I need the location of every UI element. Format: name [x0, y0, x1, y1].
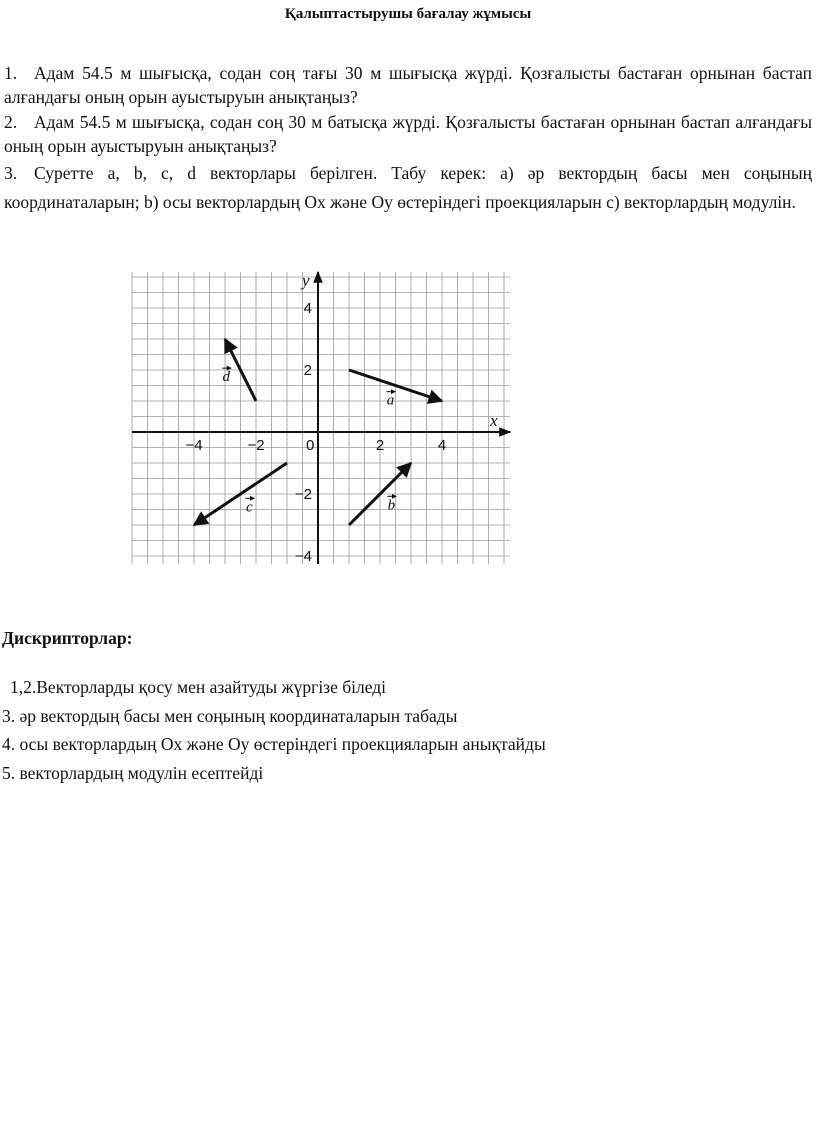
vector-label-d	[222, 368, 231, 385]
x-tick-label: −2	[247, 437, 265, 454]
descriptor-item: 4. осы векторлардың Ох және Оу өстеріндегі проекцияларын анықтайды	[2, 734, 546, 754]
descriptor-item: 3. әр вектордың басы мен соңының координаталарын табады	[2, 706, 458, 726]
vector-label-text: c	[246, 499, 253, 516]
vector-label-text: d	[222, 369, 230, 386]
problem-number: 2.	[4, 112, 18, 132]
y-tick-label: −2	[294, 486, 312, 503]
problem-text: Адам 54.5 м шығысқа, содан соң 30 м батысқа жүрді. Қозғалысты бастаған орнынан бастап алғандағы оның орын ауыстыруын анықтаңыз?	[4, 112, 812, 156]
problem-number: 3.	[4, 163, 18, 183]
x-tick-label: −4	[185, 437, 203, 454]
x-tick-label: 2	[375, 437, 385, 454]
problem-3	[4, 159, 812, 217]
problem-1	[4, 61, 812, 109]
vector-label-text: a	[386, 392, 395, 409]
descriptor-item: 5. векторлардың модулін есептейді	[2, 763, 264, 783]
problem-number: 1.	[4, 63, 18, 83]
vector-label-text: b	[387, 497, 396, 514]
problem-text: Адам 54.5 м шығысқа, содан соң тағы 30 м шығысқа жүрді. Қозғалысты бастаған орнынан бастап алғандағы оның орын ауыстыруын анықтаңыз?	[4, 63, 812, 107]
page-title: Қалыптастырушы бағалау жұмысы	[284, 6, 532, 22]
x-tick-label: 4	[437, 437, 447, 454]
vector-label-c	[245, 498, 254, 515]
descriptor-item: 1,2.Векторларды қосу мен азайтуды жүргізе біледі	[10, 677, 387, 697]
x-axis-label: x	[490, 411, 498, 430]
y-tick-label: 2	[303, 362, 312, 379]
descriptors-heading: Дискрипторлар:	[2, 628, 133, 648]
problem-text: Суретте a, b, c, d векторлары берілген. Табу керек: a) әр вектордың басы мен соңының координаталарын; b) осы векторлардың Ох және Оу өстеріндегі проекцияларын c) векторлардың модулін.	[4, 163, 812, 212]
vector-label-b	[387, 496, 396, 513]
origin-label: 0	[306, 437, 315, 454]
y-axis-label: y	[302, 271, 310, 290]
y-tick-label: −4	[294, 548, 312, 565]
vector-label-a	[386, 392, 395, 409]
vector-figure	[128, 268, 514, 566]
y-tick-label: 4	[303, 300, 312, 317]
problem-2	[4, 110, 812, 158]
